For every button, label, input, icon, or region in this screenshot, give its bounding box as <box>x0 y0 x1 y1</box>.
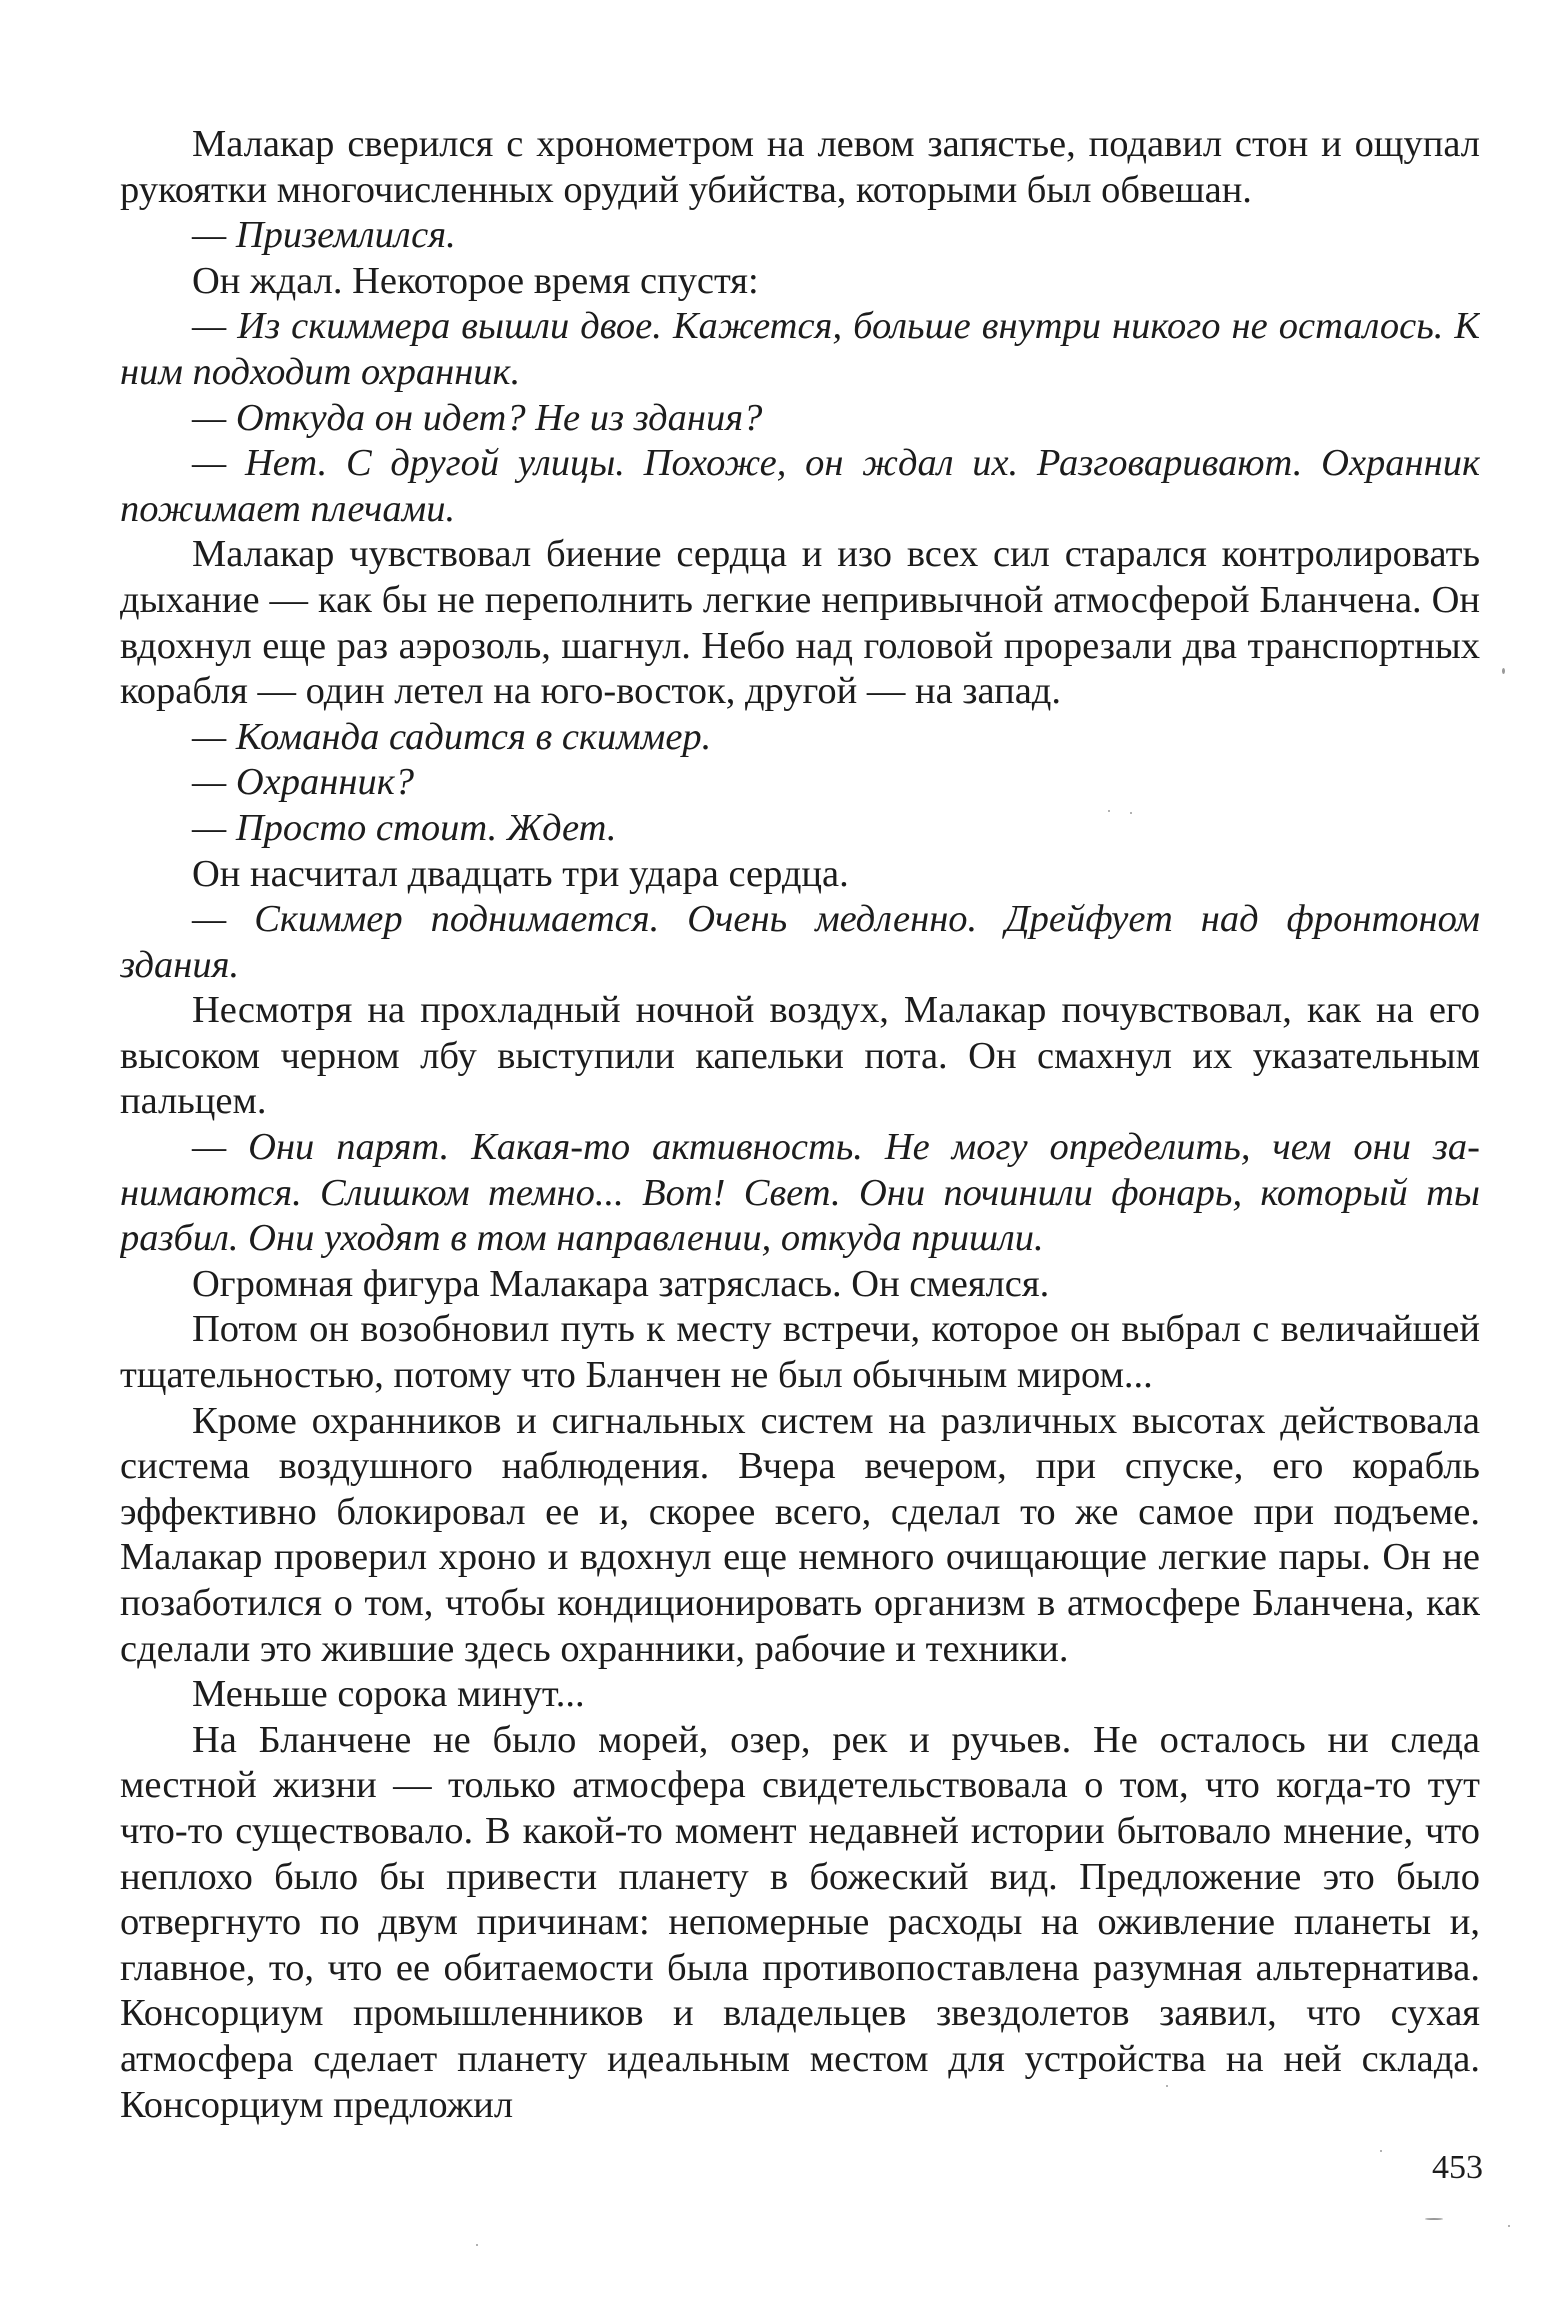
dialogue-paragraph: — Команда садится в скиммер. <box>192 715 712 758</box>
paragraph: Огромная фигура Малакара затряслась. Он смеялся. <box>192 1262 1050 1305</box>
scan-speck <box>1508 2225 1510 2227</box>
paragraph: Он ждал. Некоторое время спустя: <box>192 259 759 302</box>
scan-speck <box>1502 668 1505 674</box>
paragraph: Несмотря на прохладный ночной воздух, Малакар почувствовал, как на его высоком черном лбу выступили капельки пота. Он смахнул их указательным пальцем. <box>120 989 1480 1123</box>
paragraph: Меньше сорока минут... <box>192 1673 585 1716</box>
dialogue-paragraph: — Нет. С другой улицы. Похоже, он ждал их. Разговаривают. Охранник пожимает плечами. <box>120 442 1480 530</box>
dialogue-paragraph: — Приземлился. <box>192 214 456 257</box>
paragraph: Малакар чувствовал биение сердца и изо всех сил старался контролировать дыхание — как бы не переполнить легкие непривычной атмосферой Бланчена. Он вдохнул еще раз аэрозоль, шагнул. Небо над головой прорезали два транспортных корабля — один летел на юго-восток, другой — на запад. <box>120 533 1480 713</box>
dialogue-paragraph: — Просто стоит. Ждет. <box>192 806 617 849</box>
scan-speck <box>1380 2150 1382 2152</box>
scan-speck <box>476 2244 478 2246</box>
paragraph: Малакар сверился с хронометром на левом запястье, подавил стон и ощупал рукоятки многочисленных орудий убийства, которыми был обвешан. <box>120 123 1480 211</box>
scan-speck <box>1130 812 1132 814</box>
book-page <box>120 122 1480 2242</box>
dialogue-paragraph: — Откуда он идет? Не из здания? <box>192 396 763 439</box>
scan-speck <box>1108 810 1110 812</box>
dialogue-paragraph: — Из скиммера вышли двое. Кажется, больше внутри никого не осталось. К ним подходит охранник. <box>120 305 1480 393</box>
page-number: 453 <box>1432 2149 1483 2186</box>
dialogue-paragraph: — Скиммер поднимается. Очень медленно. Дрейфует над фронтоном здания. <box>120 898 1480 986</box>
body-text <box>120 122 1480 2128</box>
scan-speck <box>1166 2085 1168 2087</box>
paragraph: На Бланчене не было морей, озер, рек и ручьев. Не осталось ни следа местной жизни — только атмосфера свидетельствовала о том, что когда-то тут что-то существовало. В какой-то момент недавней истории бытовало мнение, что неплохо было бы привести планету в божеский вид. Предложение это было отвергнуто по двум причинам: непомерные расходы на оживление планеты и, главное, то, что ее обитаемости была противопоставлена разумная альтернатива. Консорциум промышленников и владельцев звездолетов заявил, что сухая атмосфера сделает планету идеальным местом для устройства на ней склада. Консорциум предложил <box>120 1718 1480 2126</box>
paragraph: Потом он возобновил путь к месту встречи, которое он выбрал с величайшей тщательностью, потому что Бланчен не был обычным миром... <box>120 1308 1480 1397</box>
scan-speck <box>1425 2218 1443 2220</box>
paragraph: Он насчитал двадцать три удара сердца. <box>192 852 849 895</box>
dialogue-paragraph: — Они парят. Какая-то активность. Не могу определить, чем они занимаются. Слишком темно... Вот! Свет. Они починили фонарь, который ты разбил. Они уходят в том направлении, откуда пришли. <box>120 1126 1480 1260</box>
paragraph: Кроме охранников и сигнальных систем на различных высотах действовала система воздушного наблюдения. Вчера вечером, при спуске, его корабль эффективно блокировал ее и, скорее всего, сделал то же самое при подъеме. Малакар проверил хроно и вдохнул еще немного очищающие легкие пары. Он не позаботился о том, чтобы кондиционировать организм в атмосфере Бланчена, как сделали это жившие здесь охранники, рабочие и техники. <box>120 1399 1480 1670</box>
dialogue-paragraph: — Охранник? <box>192 761 414 804</box>
